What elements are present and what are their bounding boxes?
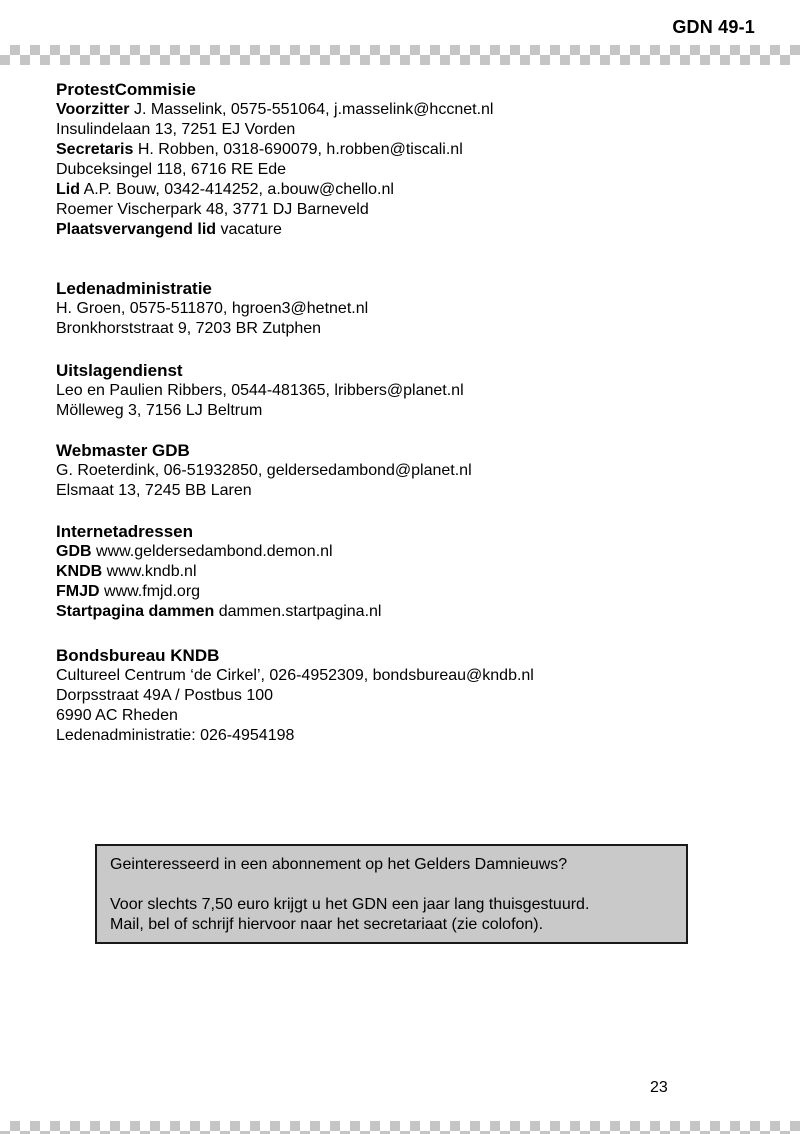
line-text: www.geldersedambond.demon.nl xyxy=(96,543,333,560)
section-title: Internetadressen xyxy=(56,522,193,541)
line-text: vacature xyxy=(220,221,282,238)
line-text: Dorpsstraat 49A / Postbus 100 xyxy=(56,687,274,704)
contact-line xyxy=(56,666,716,686)
line-bold-label: Voorzitter xyxy=(56,101,130,118)
notice-line: Geinteresseerd in een abonnement op het Gelders Damnieuws? xyxy=(110,856,568,873)
section-internetadressen xyxy=(56,522,716,622)
contact-line xyxy=(56,100,716,120)
contact-sections xyxy=(56,80,716,746)
contact-line xyxy=(56,726,716,746)
contact-line xyxy=(56,542,716,562)
contact-line xyxy=(56,299,716,319)
contact-line xyxy=(56,120,716,140)
line-bold-label: GDB xyxy=(56,543,92,560)
line-text: dammen.startpagina.nl xyxy=(218,603,382,620)
line-text: Insulindelaan 13, 7251 EJ Vorden xyxy=(56,121,296,138)
line-text: G. Roeterdink, 06-51932850, geldersedambond@planet.nl xyxy=(56,462,472,479)
line-text: Dubceksingel 118, 6716 RE Ede xyxy=(56,161,287,178)
section-webmaster-gdb xyxy=(56,441,716,501)
line-bold-label: Startpagina dammen xyxy=(56,603,215,620)
notice-line: Mail, bel of schrijf hiervoor naar het secretariaat (zie colofon). xyxy=(110,916,544,933)
footer-checker-band xyxy=(0,1121,800,1134)
line-text: Mölleweg 3, 7156 LJ Beltrum xyxy=(56,402,263,419)
header-checker-band xyxy=(0,45,800,65)
section-title: Bondsbureau KNDB xyxy=(56,646,220,665)
line-text: www.fmjd.org xyxy=(104,583,201,600)
contact-line xyxy=(56,160,716,180)
section-uitslagendienst xyxy=(56,361,716,421)
contact-line xyxy=(56,381,716,401)
page-number: 23 xyxy=(650,1079,668,1096)
line-text: Cultureel Centrum ‘de Cirkel’, 026-4952309, bondsbureau@kndb.nl xyxy=(56,667,534,684)
contact-line xyxy=(56,602,716,622)
contact-line xyxy=(56,200,716,220)
line-text: Elsmaat 13, 7245 BB Laren xyxy=(56,482,252,499)
contact-line xyxy=(56,706,716,726)
line-bold-label: Plaatsvervangend lid xyxy=(56,221,217,238)
contact-line xyxy=(56,319,716,339)
contact-line xyxy=(56,180,716,200)
contact-line xyxy=(56,461,716,481)
section-title: Uitslagendienst xyxy=(56,361,183,380)
contact-line xyxy=(56,140,716,160)
issue-label: GDN 49-1 xyxy=(672,17,755,37)
contact-line xyxy=(56,481,716,501)
line-text: J. Masselink, 0575-551064, j.masselink@hccnet.nl xyxy=(133,101,494,118)
line-text: www.kndb.nl xyxy=(106,563,197,580)
line-bold-label: Lid xyxy=(56,181,80,198)
contact-line xyxy=(56,220,716,240)
section-title: Ledenadministratie xyxy=(56,279,212,298)
contact-line xyxy=(56,582,716,602)
line-text: H. Groen, 0575-511870, hgroen3@hetnet.nl xyxy=(56,300,369,317)
section-title: ProtestCommisie xyxy=(56,80,196,99)
line-bold-label: FMJD xyxy=(56,583,100,600)
line-text: Leo en Paulien Ribbers, 0544-481365, lribbers@planet.nl xyxy=(56,382,464,399)
section-bondsbureau-kndb xyxy=(56,646,716,746)
contact-line xyxy=(56,686,716,706)
section-title: Webmaster GDB xyxy=(56,441,190,460)
line-bold-label: KNDB xyxy=(56,563,103,580)
subscription-notice-box xyxy=(95,844,688,944)
line-text: H. Robben, 0318-690079, h.robben@tiscali.nl xyxy=(137,141,463,158)
line-text: Bronkhorststraat 9, 7203 BR Zutphen xyxy=(56,320,322,337)
line-text: Roemer Vischerpark 48, 3771 DJ Barneveld xyxy=(56,201,369,218)
line-bold-label: Secretaris xyxy=(56,141,134,158)
section-ledenadministratie xyxy=(56,279,716,339)
contact-line xyxy=(56,401,716,421)
line-text: Ledenadministratie: 026-4954198 xyxy=(56,727,295,744)
section-protestcommisie xyxy=(56,80,716,240)
notice-line: Voor slechts 7,50 euro krijgt u het GDN een jaar lang thuisgestuurd. xyxy=(110,896,590,913)
line-text: 6990 AC Rheden xyxy=(56,707,178,724)
line-text: A.P. Bouw, 0342-414252, a.bouw@chello.nl xyxy=(83,181,394,198)
contact-line xyxy=(56,562,716,582)
